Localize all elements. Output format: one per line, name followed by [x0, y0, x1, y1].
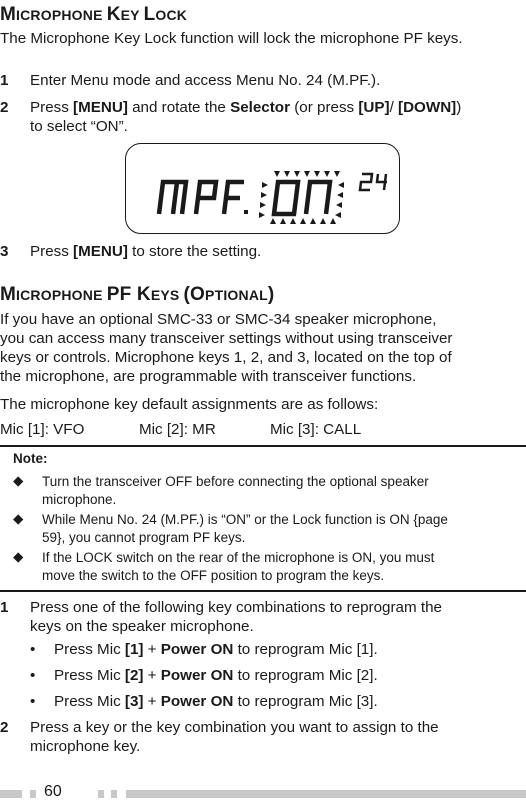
footer-decor-bar	[126, 790, 526, 798]
section-heading-pf-keys: MICROPHONE PF KEYS (OPTIONAL)	[0, 284, 275, 305]
note-top-rule	[0, 445, 526, 447]
pf-keys-defaults-intro: The microphone key default assignments are as follows:	[0, 396, 379, 413]
footer-decor-left-2	[30, 790, 36, 798]
footer-decor-left	[0, 790, 22, 798]
program-step-1: 1 Press one of the following key combinations to reprogram the keys on the speaker microphone.	[0, 599, 442, 635]
program-step-2: 2 Press a key or the key combination you want to assign to the microphone key.	[0, 719, 439, 755]
mic-1-default: Mic [1]: VFO	[0, 421, 85, 438]
note-bottom-rule	[0, 590, 526, 592]
manual-page: MICROPHONE KEY LOCK The Microphone Key Lock function will lock the microphone PF keys. 1 Enter Menu mode and access Menu No. 24 (M.PF.). 2 Press [MENU] and rotate the Selector (or press [UP]/ [DOWN]) to select “ON”. 3 Press [MENU] to store the setting. MICROPHONE PF KEYS (OPTIONAL) If you have an optional SMC-33 or SMC-34 speaker microphone, you can access many transceiver settings without using transceiver keys or controls. Microphone keys 1, 2, and 3, located on the top of the microphone, are programmable with transceiver functions. The microphone key default assignments are as follows: Mic [1]: VFO Mic [2]: MR Mic [3]: CALL Note: ◆ Turn the transceiver OFF before connecting the optional speaker microphone. ◆ While Menu No. 24 (M.PF.) is “ON” or the Lock function is ON {page 59}, you cannot program PF keys. ◆ If the LOCK switch on the rear of the microphone is ON, you must move the switch to the OFF position to program the keys. 1 Press one of the following key combinations to reprogram the keys on the speaker microphone. • Press Mic [1] + Power ON to reprogram Mic [1]. • Press Mic [2] + Power ON to reprogram Mic [2]. • Press Mic [3] + Power ON to reprogram Mic [3]. 2 Press a key or the key combination you want to assign to the microphone key. 60	[0, 0, 526, 800]
key-lock-intro: The Microphone Key Lock function will lock the microphone PF keys.	[0, 30, 463, 47]
mic-2-default: Mic [2]: MR	[139, 421, 216, 438]
note-bullet-icon: ◆	[13, 549, 24, 564]
note-item-2: While Menu No. 24 (M.PF.) is “ON” or the Lock function is ON {page 59}, you cannot program PF keys.	[42, 512, 448, 545]
section-heading-key-lock: MICROPHONE KEY LOCK	[0, 4, 188, 25]
note-bullet-icon: ◆	[13, 473, 24, 488]
key-lock-step-2: 2 Press [MENU] and rotate the Selector (or press [UP]/ [DOWN]) to select “ON”.	[0, 99, 462, 135]
footer-decor-mid-1	[98, 790, 104, 798]
note-bullet-icon: ◆	[13, 511, 24, 526]
footer-decor-mid-2	[111, 790, 117, 798]
pf-keys-intro: If you have an optional SMC-33 or SMC-34 speaker microphone, you can access many transceiver settings without using transceiver keys or controls. Microphone keys 1, 2, and 3, located on the top of the microphone, are programmable with transceiver functions.	[0, 311, 453, 385]
page-number: 60	[44, 783, 62, 800]
note-item-1: Turn the transceiver OFF before connecting the optional speaker microphone.	[42, 474, 429, 507]
note-title: Note:	[13, 451, 48, 466]
lcd-display-illustration	[125, 143, 400, 234]
note-item-3: If the LOCK switch on the rear of the microphone is ON, you must move the switch to the OFF position to program the keys.	[42, 550, 435, 583]
mic-3-default: Mic [3]: CALL	[270, 421, 362, 438]
lcd-segments	[126, 144, 398, 232]
